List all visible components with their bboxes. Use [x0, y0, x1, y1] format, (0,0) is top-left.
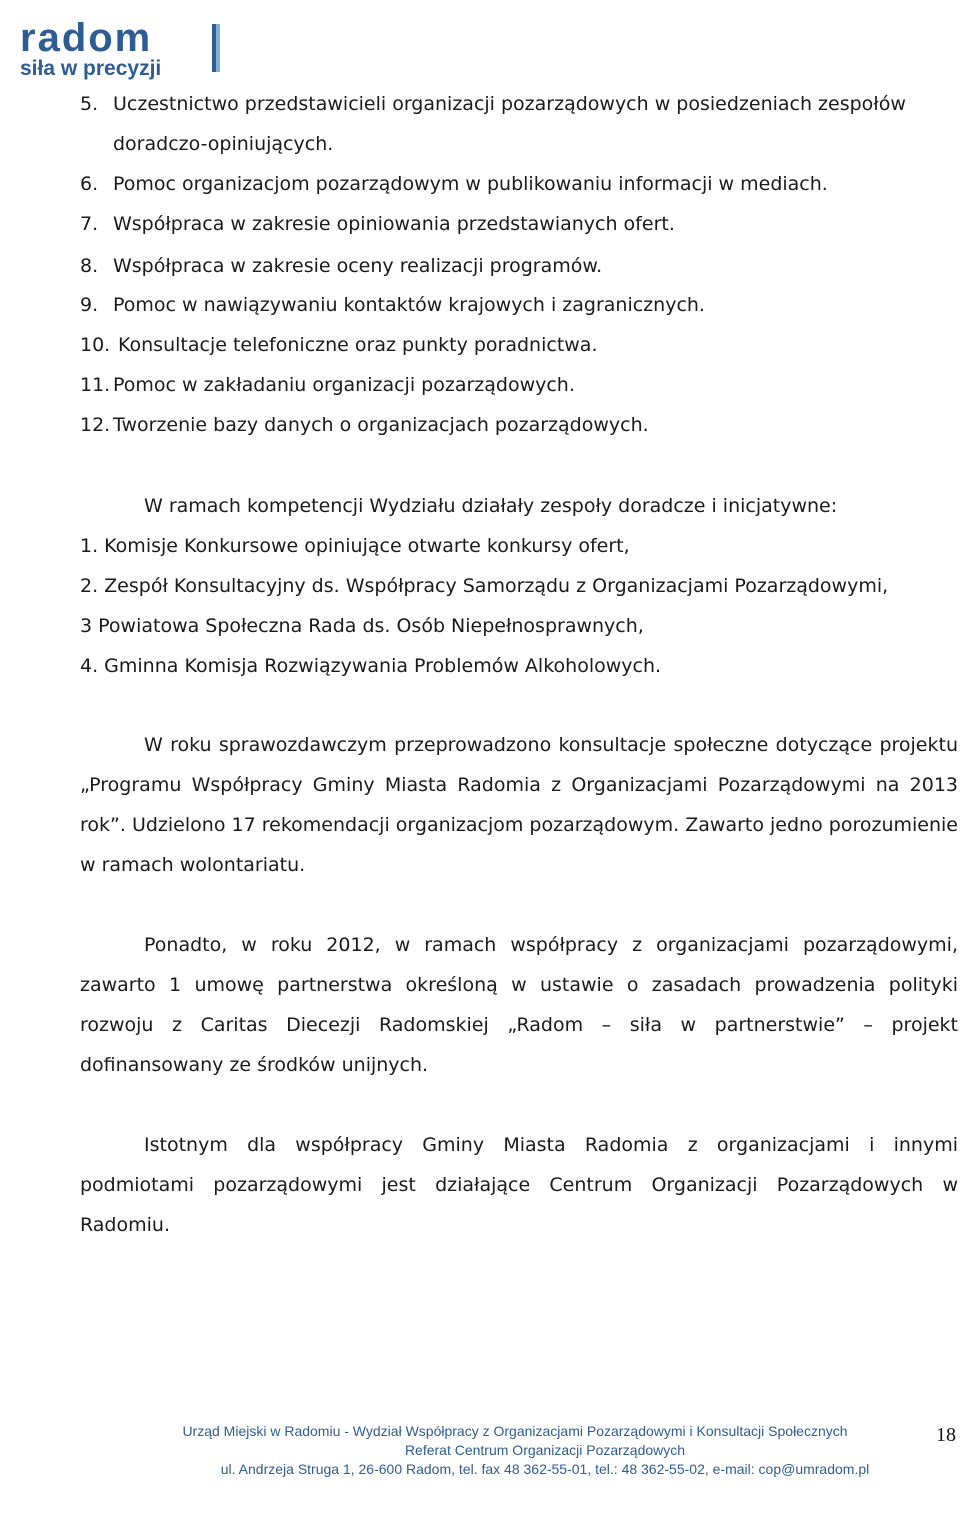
list-item-text: Tworzenie bazy danych o organizacjach pozarządowych. — [113, 414, 649, 436]
list-item-number: 9. — [80, 294, 99, 316]
logo-tagline: siła w precyzji — [20, 57, 162, 80]
logo-wordmark: radom — [20, 16, 153, 60]
list-item-text: Współpraca w zakresie oceny realizacji programów. — [113, 255, 603, 277]
footer-address-line: ul. Andrzeja Struga 1, 26-600 Radom, tel. fax 48 362-55-01, tel.: 48 362-55-02, e-mail: cop@umradom.pl — [220, 1461, 870, 1477]
paragraph-centre — [80, 1125, 958, 1245]
list-item-number: 11. — [80, 374, 111, 396]
list-item-text: Pomoc organizacjom pozarządowym w publikowaniu informacji w mediach. — [113, 173, 828, 195]
page-number: 18 — [936, 1424, 956, 1446]
list-item-number: 12. — [80, 414, 111, 436]
paragraph-consultations — [80, 725, 958, 885]
list-item-text: Pomoc w zakładaniu organizacji pozarządowych. — [113, 374, 575, 396]
list-item-number: 6. — [80, 173, 99, 195]
competence-item: 4. Gminna Komisja Rozwiązywania Problemów Alkoholowych. — [80, 655, 662, 677]
list-item-number: 10. — [80, 334, 111, 356]
paragraph-partnership — [80, 925, 958, 1085]
footer-office-line: Urząd Miejski w Radomiu - Wydział Współpracy z Organizacjami Pozarządowymi i Konsultacji Społecznych — [182, 1423, 848, 1439]
competence-item: 1. Komisje Konkursowe opiniujące otwarte konkursy ofert, — [80, 535, 630, 557]
list-item-number: 5. — [80, 93, 99, 115]
list-item-text: Konsultacje telefoniczne oraz punkty poradnictwa. — [118, 334, 598, 356]
paragraph-text: W roku sprawozdawczym przeprowadzono konsultacje społeczne dotyczące projektu „Programu Współpracy Gminy Miasta Radomia z Organizacjami Pozarządowymi na 2013 rok”. Udzielono 17 rekomendacji organizacjom pozarządowym. Zawarto jedno porozumienie w ramach wolontariatu. — [80, 734, 958, 876]
competence-item: 3 Powiatowa Społeczna Rada ds. Osób Niepełnosprawnych, — [80, 615, 644, 637]
footer-department-line: Referat Centrum Organizacji Pozarządowych — [404, 1442, 686, 1458]
list-item-text: Pomoc w nawiązywaniu kontaktów krajowych i zagranicznych. — [113, 294, 705, 316]
paragraph-text: Ponadto, w roku 2012, w ramach współpracy z organizacjami pozarządowymi, zawarto 1 umowę partnerstwa określoną w ustawie o zasadach prowadzenia polityki rozwoju z Caritas Diecezji Radomskiej „Radom – siła w partnerstwie” – projekt dofinansowany ze środków unijnych. — [80, 934, 958, 1076]
competence-intro: W ramach kompetencji Wydziału działały zespoły doradcze i inicjatywne: — [144, 495, 838, 517]
paragraph-text: Istotnym dla współpracy Gminy Miasta Radomia z organizacjami i innymi podmiotami pozarządowymi jest działające Centrum Organizacji Pozarządowych w Radomiu. — [80, 1134, 958, 1236]
page-footer — [120, 1422, 960, 1479]
list-item-text: Współpraca w zakresie opiniowania przedstawianych ofert. — [113, 213, 675, 235]
list-item-number: 8. — [80, 255, 99, 277]
list-item-number: 7. — [80, 213, 99, 235]
logo-stripes-icon — [212, 24, 220, 72]
list-item-text: doradczo-opiniujących. — [113, 133, 334, 155]
radom-logo — [20, 18, 220, 82]
list-item-text: Uczestnictwo przedstawicieli organizacji pozarządowych w posiedzeniach zespołów — [113, 93, 906, 115]
competence-item: 2. Zespół Konsultacyjny ds. Współpracy Samorządu z Organizacjami Pozarządowymi, — [80, 575, 889, 597]
